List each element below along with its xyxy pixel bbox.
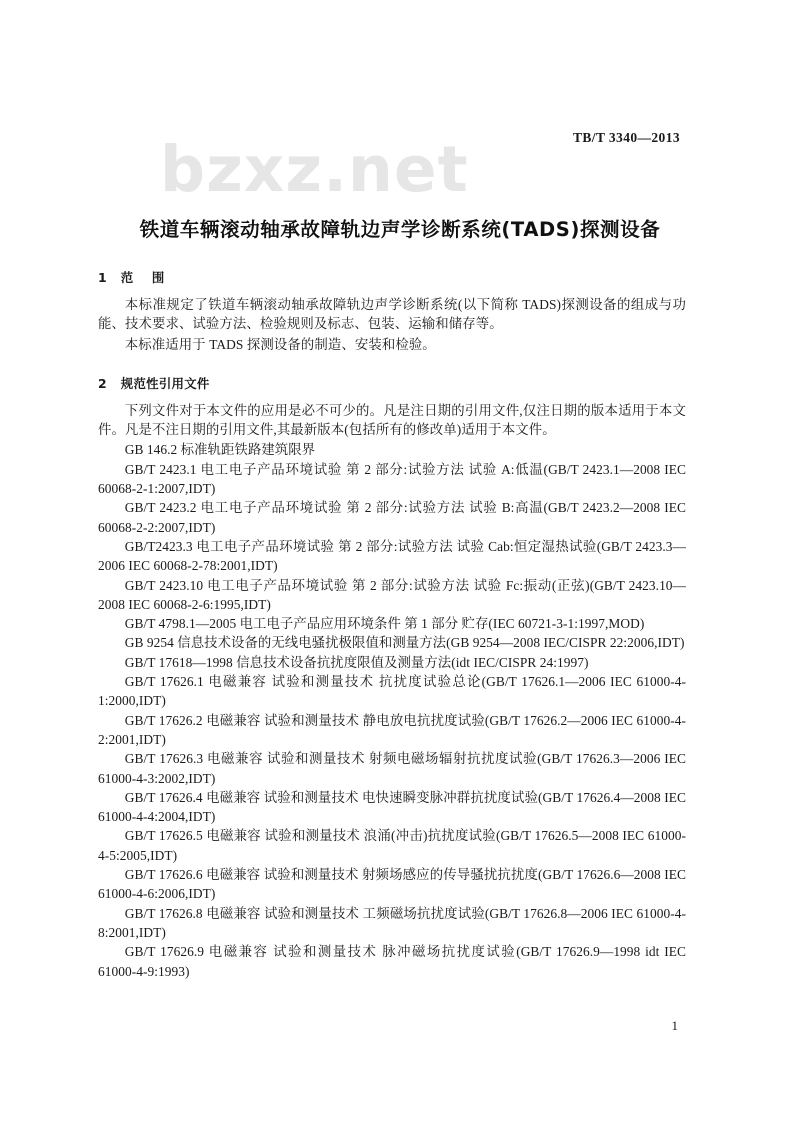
reference-item: GB/T 2423.2 电工电子产品环境试验 第 2 部分:试验方法 试验 B:高温(GB/T 2423.2—2008 IEC 60068-2-2:2007,IDT) bbox=[98, 500, 686, 535]
reference-item: GB/T 17626.8 电磁兼容 试验和测量技术 工频磁场抗扰度试验(GB/T 17626.8—2006 IEC 61000-4-8:2001,IDT) bbox=[98, 905, 686, 940]
running-header-standard-number: TB/T 3340—2013 bbox=[573, 130, 680, 145]
reference-item: GB 9254 信息技术设备的无线电骚扰极限值和测量方法(GB 9254—2008 IEC/CISPR 22:2006,IDT) bbox=[124, 635, 685, 651]
section-1-paragraph-1: 本标准规定了铁道车辆滚动轴承故障轨边声学诊断系统(以下简称 TADS)探测设备的组成与功能、技术要求、试验方法、检验规则及标志、包装、运输和储存等。 bbox=[98, 297, 686, 332]
reference-item: GB/T 17626.4 电磁兼容 试验和测量技术 电快速瞬变脉冲群抗扰度试验(GB/T 17626.4—2008 IEC 61000-4-4:2004,IDT) bbox=[98, 789, 686, 825]
document-title: 铁道车辆滚动轴承故障轨边声学诊断系统(TADS)探测设备 bbox=[139, 218, 661, 241]
section-1-paragraph-2: 本标准适用于 TADS 探测设备的制造、安装和检验。 bbox=[124, 336, 436, 352]
reference-item: GB/T 17626.9 电磁兼容 试验和测量技术 脉冲磁场抗扰度试验(GB/T 17626.9—1998 idt IEC 61000-4-9:1993) bbox=[98, 944, 686, 979]
section-2-paragraph-1: 下列文件对于本文件的应用是必不可少的。凡是注日期的引用文件,仅注日期的版本适用于本文件。凡是不注日期的引用文件,其最新版本(包括所有的修改单)适用于本文件。 bbox=[98, 402, 686, 438]
reference-item: GB/T 17626.3 电磁兼容 试验和测量技术 射频电磁场辐射抗扰度试验(GB/T 17626.3—2006 IEC 61000-4-3:2002,IDT) bbox=[98, 751, 686, 786]
watermark-bzxz: bzxz.net bbox=[160, 133, 469, 206]
section-2-heading: 2 规范性引用文件 bbox=[98, 375, 210, 391]
document-body bbox=[98, 268, 686, 981]
reference-item: GB/T 4798.1—2005 电工电子产品应用环境条件 第 1 部分 贮存(IEC 60721-3-1:1997,MOD) bbox=[124, 616, 645, 632]
reference-item: GB/T 17626.5 电磁兼容 试验和测量技术 浪涌(冲击)抗扰度试验(GB/T 17626.5—2008 IEC 61000-4-5:2005,IDT) bbox=[98, 828, 686, 863]
page-number: 1 bbox=[671, 1018, 678, 1033]
reference-item: GB/T 17618—1998 信息技术设备抗扰度限值及测量方法(idt IEC/CISPR 24:1997) bbox=[124, 654, 589, 670]
section-1-heading: 1 范 围 bbox=[98, 270, 165, 285]
reference-item: GB/T 2423.1 电工电子产品环境试验 第 2 部分:试验方法 试验 A:低温(GB/T 2423.1—2008 IEC 60068-2-1:2007,IDT) bbox=[98, 461, 686, 497]
reference-item: GB/T 17626.2 电磁兼容 试验和测量技术 静电放电抗扰度试验(GB/T 17626.2—2006 IEC 61000-4-2:2001,IDT) bbox=[98, 712, 686, 747]
reference-item: GB/T 2423.10 电工电子产品环境试验 第 2 部分:试验方法 试验 Fc:振动(正弦)(GB/T 2423.10—2008 IEC 60068-2-6:1995,IDT) bbox=[98, 577, 686, 612]
reference-item: GB/T 17626.1 电磁兼容 试验和测量技术 抗扰度试验总论(GB/T 17626.1—2006 IEC 61000-4-1:2000,IDT) bbox=[98, 674, 686, 709]
reference-item: GB/T 17626.6 电磁兼容 试验和测量技术 射频场感应的传导骚扰抗扰度(GB/T 17626.6—2008 IEC 61000-4-6:2006,IDT) bbox=[98, 867, 686, 902]
reference-item: GB/T2423.3 电工电子产品环境试验 第 2 部分:试验方法 试验 Cab:恒定湿热试验(GB/T 2423.3—2006 IEC 60068-2-78:2001,IDT) bbox=[98, 538, 686, 574]
reference-item: GB 146.2 标准轨距铁路建筑限界 bbox=[124, 442, 316, 458]
normative-references-list bbox=[98, 440, 686, 980]
